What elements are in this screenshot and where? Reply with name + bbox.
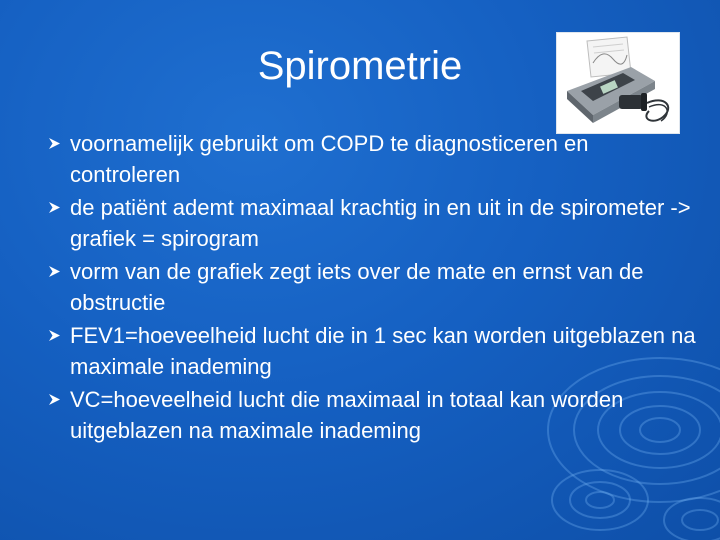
- arrowhead-bullet-icon: [48, 265, 61, 278]
- slide-title: Spirometrie: [257, 44, 463, 88]
- bullet-text: voornamelijk gebruikt om COPD te diagnosticeren en controleren: [70, 131, 589, 187]
- bullet-item: [48, 256, 698, 318]
- arrowhead-bullet-icon: [48, 329, 61, 342]
- bullet-text: de patiënt ademt maximaal krachtig in en uit in de spirometer -> grafiek = spirogram: [70, 195, 691, 251]
- arrowhead-bullet-icon: [48, 393, 61, 406]
- bullet-text: FEV1=hoeveelheid lucht die in 1 sec kan worden uitgeblazen na maximale inademing: [70, 323, 696, 379]
- bullet-item: [48, 128, 698, 190]
- arrowhead-bullet-icon: [48, 137, 61, 150]
- bullet-item: [48, 384, 698, 446]
- spirometer-device-icon: [556, 32, 680, 134]
- bullet-item: [48, 192, 698, 254]
- arrowhead-bullet-icon: [48, 201, 61, 214]
- bullet-text: VC=hoeveelheid lucht die maximaal in totaal kan worden uitgeblazen na maximale inademing: [70, 387, 624, 443]
- bullet-list: [48, 128, 698, 448]
- bullet-text: vorm van de grafiek zegt iets over de mate en ernst van de obstructie: [70, 259, 644, 315]
- bullet-item: [48, 320, 698, 382]
